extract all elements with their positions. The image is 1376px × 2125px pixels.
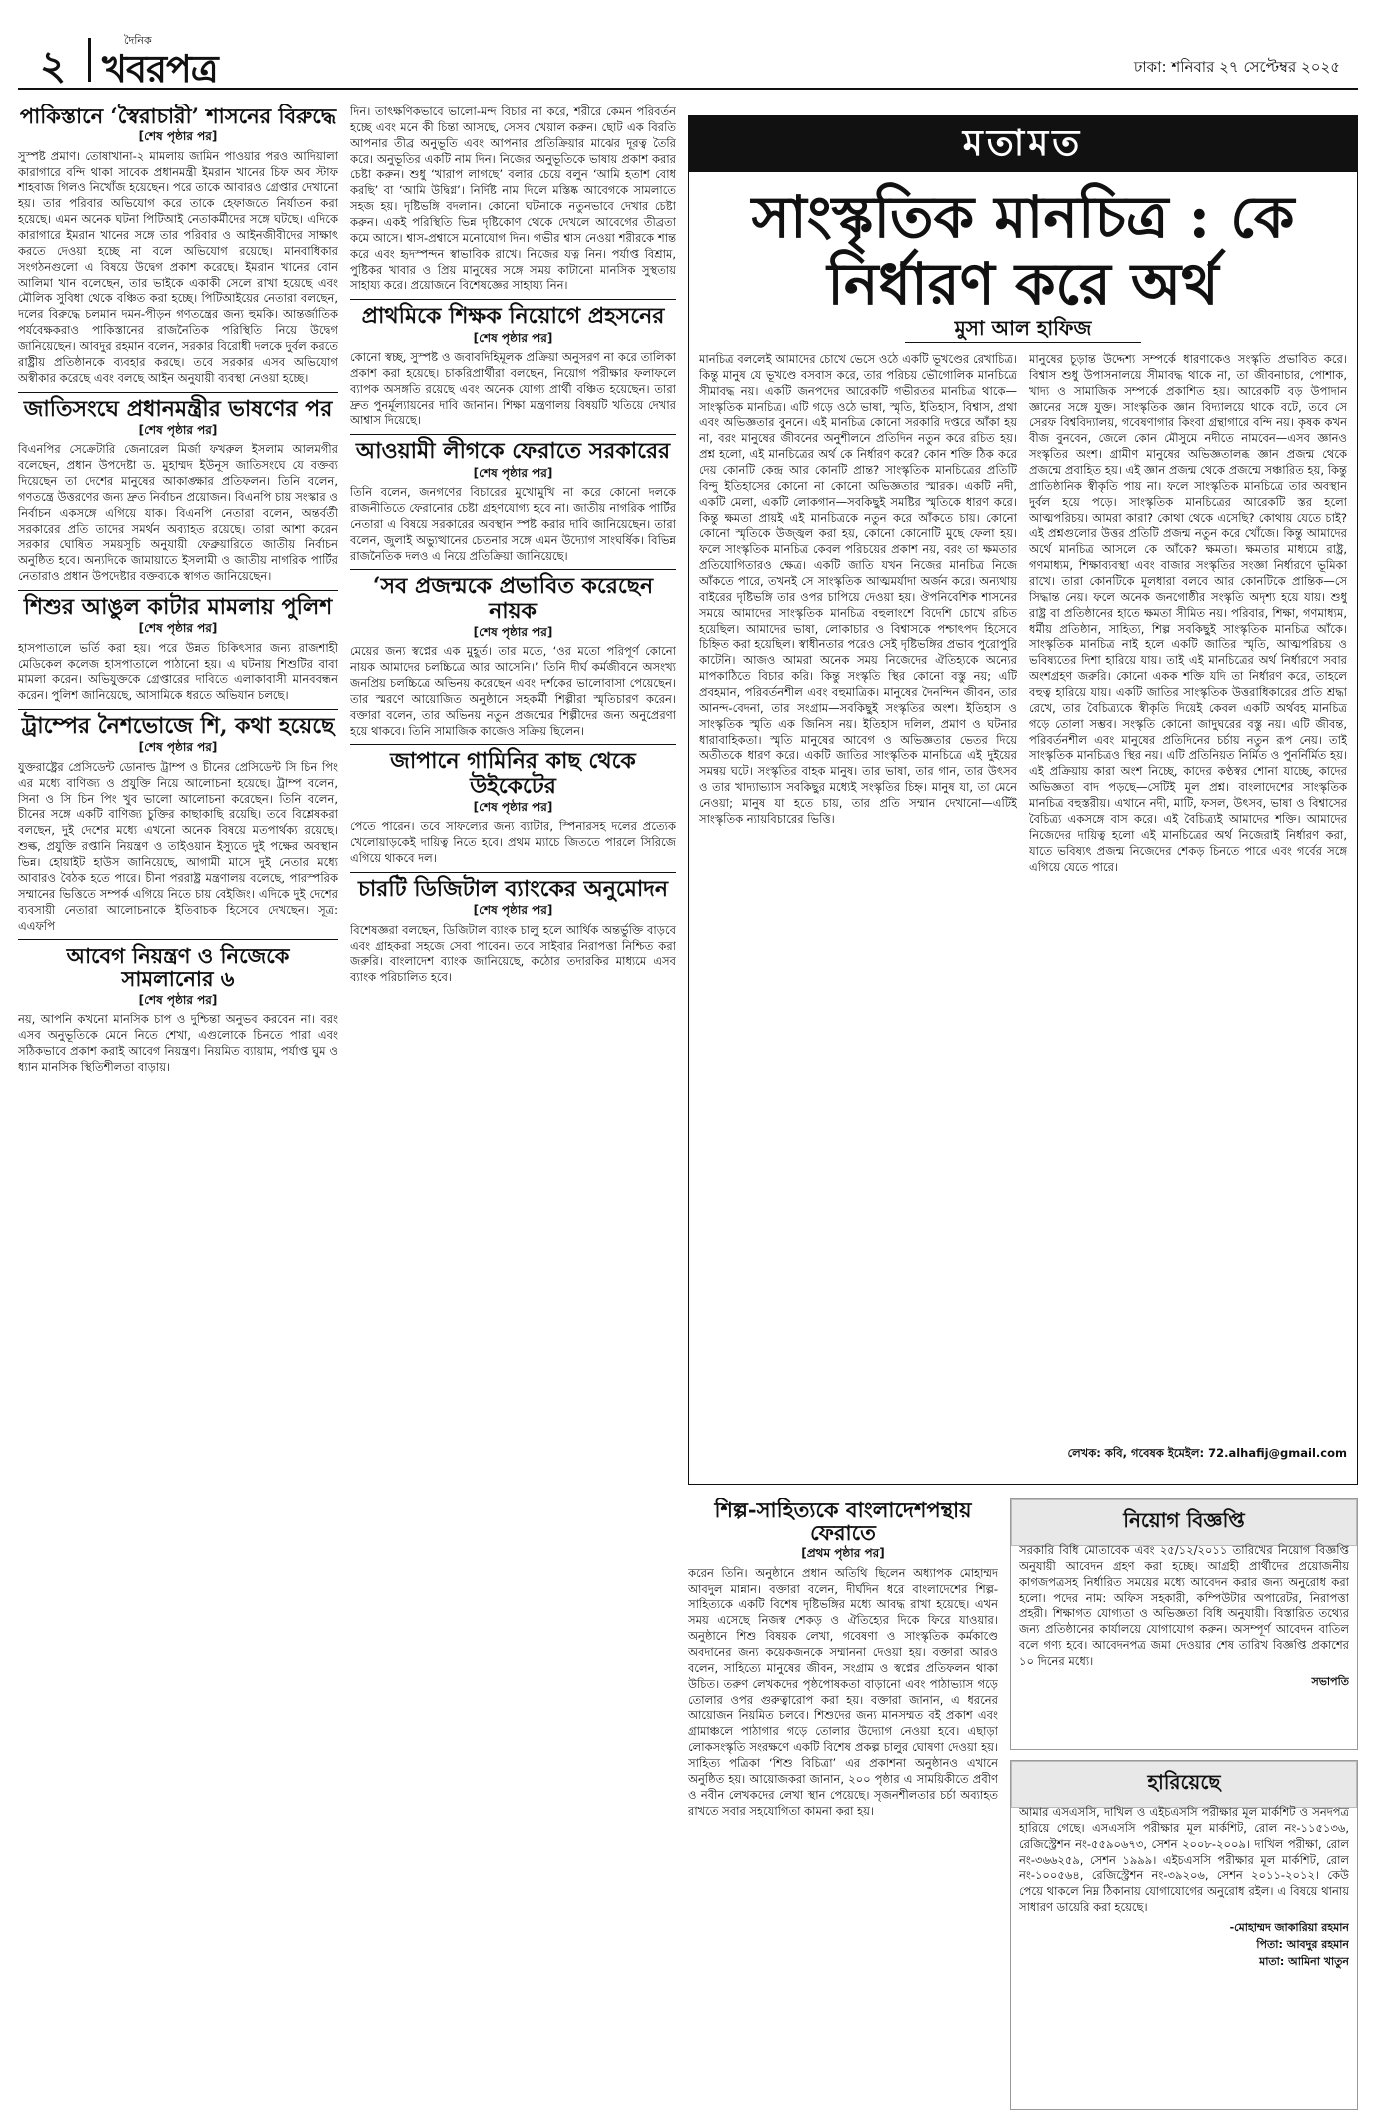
masthead (18, 30, 1358, 90)
opinion-author: মুসা আল হাফিজ (954, 316, 1092, 340)
column-left (18, 104, 338, 2104)
opinion-banner-label: মতামত (962, 123, 1084, 164)
opinion-column-a (699, 352, 1017, 1434)
continuation-label: [শেষ পৃষ্ঠার পর] (473, 799, 553, 814)
notice-signature: সভাপতি (1311, 1674, 1349, 1688)
opinion-column-b (1029, 352, 1347, 1434)
continuation-label: [শেষ পৃষ্ঠার পর] (473, 330, 553, 345)
divider (350, 744, 676, 745)
column-lower-right-article (688, 1498, 998, 2108)
continuation-label: [শেষ পৃষ্ঠার পর] (473, 624, 553, 639)
article-body: যুক্তরাষ্ট্রের প্রেসিডেন্ট ডোনাল্ড ট্রাম্প ও চীনের প্রেসিডেন্ট সি চিন পিং এর মধ্যে বাণিজ্য ও প্রযুক্তি নিয়ে আলোচনা হয়েছে। ট্রাম্প বলেন, সিনা ও সি চিন পিং খুব ভালো আলোচনা করেছেন। তিনি বলেন, চীনের সঙ্গে একটি বাণিজ্য চুক্তির কাছাকাছি রয়েছি। তবে বিশ্লেষকরা বলছেন, দুই দেশের মধ্যে এখনো অনেক বিষয়ে মতপার্থক্য রয়েছে। শুল্ক, প্রযুক্তি রপ্তানি নিয়ন্ত্রণ ও তাইওয়ান ইস্যুতে দুই পক্ষের অবস্থান ভিন্ন। হোয়াইট হাউস জানিয়েছে, আগামী মাসে দুই নেতার মধ্যে আবারও বৈঠক হতে পারে। চীনা পররাষ্ট্র মন্ত্রণালয় বলেছে, পারস্পরিক সম্মানের ভিত্তিতে সম্পর্ক এগিয়ে নিতে চায় বেইজিং। এদিকে দুই দেশের ব্যবসায়ী নেতারা আলোচনাকে ইতিবাচক হিসেবে দেখছেন। সূত্র: এএফপি (18, 759, 338, 933)
lost-body: আমার এসএসসি, দাখিল ও এইচএসসি পরীক্ষার মূল মার্কশিট ও সনদপত্র হারিয়ে গেছে। এসএসসি পরীক্ষার মূল মার্কশিট, রোল নং-১১৫১৩৬, রেজিস্ট্রেশন নং-৫৫৯০৬৭৩, সেশন ২০০৮-২০০৯। দাখিল পরীক্ষা, রোল নং-৩৬৬২৫৯, সেশন ১৯৯৯। এইচএসসি পরীক্ষার মূল মার্কশিট, রোল নং-১০০৫৬৪, রেজিস্ট্রেশন নং-৩৯২০৬, সেশন ২০১১-২০১২। কেউ পেয়ে থাকলে নিম্ন ঠিকানায় যোগাযোগের অনুরোধ রইল। এ বিষয়ে থানায় সাধারণ ডায়েরি করা হয়েছে। (1019, 1805, 1349, 1915)
article-body: সুস্পষ্ট প্রমাণ। তোষাখানা-২ মামলায় জামিন পাওয়ার পরও আদিয়ালা কারাগারে বন্দি থাকা সাবেক প্রধানমন্ত্রী ইমরান খানের চিফ অব স্টাফ শাহবাজ গিলও নিখোঁজ হয়েছেন। পরে তাকে আবারও গ্রেপ্তার দেখানো হয়। তার পরিবার অভিযোগ করে তাকে হেফাজতে নির্যাতন করা হয়েছে। এমন অনেক ঘটনা পিটিআই নেতাকর্মীদের সঙ্গে ঘটছে। এদিকে কারাগারে ইমরান খানের সঙ্গে তার পরিবার ও আইনজীবীদের সাক্ষাৎ করতে দেওয়া হচ্ছে না বলে অভিযোগ রয়েছে। মানবাধিকার সংগঠনগুলো এ বিষয়ে উদ্বেগ প্রকাশ করেছে। ইমরান খানের বোন আলিমা খান বলেছেন, তার ভাইকে একাকী সেলে রাখা হয়েছে এবং মৌলিক সুবিধা থেকে বঞ্চিত করা হচ্ছে। পিটিআইয়ের নেতারা বলছেন, দলের বিরুদ্ধে চলমান দমন-পীড়ন গণতন্ত্রের জন্য হুমকি। আন্তর্জাতিক পর্যবেক্ষকরাও পাকিস্তানের রাজনৈতিক পরিস্থিতি নিয়ে উদ্বেগ জানিয়েছেন। আবদুর রহমান বলেন, সরকার বিরোধী দলকে দুর্বল করতে রাষ্ট্রীয় প্রতিষ্ঠানকে ব্যবহার করছে। তবে সরকার এসব অভিযোগ অস্বীকার করেছে এবং বলছে আইন অনুযায়ী ব্যবস্থা নেওয়া হচ্ছে। (18, 148, 338, 385)
divider (18, 392, 338, 393)
article-body: পেতে পারেন। তবে সাফল্যের জন্য ব্যাটার, স্পিনারসহ দলের প্রত্যেক খেলোয়াড়কেই দায়িত্ব নিতে হবে। প্রথম ম্যাচে জিততে পারলে সিরিজে এগিয়ে থাকবে দল। (350, 819, 676, 866)
lost-title: হারিয়েছে (1011, 1761, 1357, 1808)
headline-un-speech: জাতিসংঘে প্রধানমন্ত্রীর ভাষণের পর (23, 395, 333, 422)
continuation-label: [শেষ পৃষ্ঠার পর] (138, 740, 218, 755)
article-body: কোনো স্বচ্ছ, সুস্পষ্ট ও জবাবদিহিমূলক প্রক্রিয়া অনুসরণ না করে তালিকা প্রকাশ করা হয়েছে। চাকরিপ্রার্থীরা বলছেন, নিয়োগ পরীক্ষার ফলাফলে ব্যাপক অসঙ্গতি রয়েছে এবং অনেক যোগ্য প্রার্থী বঞ্চিত হয়েছেন। তারা দ্রুত পুনর্মূল্যায়নের দাবি জানান। শিক্ষা মন্ত্রণালয় বিষয়টি খতিয়ে দেখার আশ্বাস দিয়েছে। (350, 350, 676, 428)
notice-body: সরকারি বিধি মোতাবেক এবং ২৫/১২/২০১১ তারিখের নিয়োগ বিজ্ঞপ্তি অনুযায়ী আবেদন গ্রহণ করা হচ্ছে। আগ্রহী প্রার্থীদের প্রয়োজনীয় কাগজপত্রসহ নির্ধারিত সময়ের মধ্যে আবেদন করার জন্য অনুরোধ করা হলো। পদের নাম: অফিস সহকারী, কম্পিউটার অপারেটর, নিরাপত্তা প্রহরী। শিক্ষাগত যোগ্যতা ও অভিজ্ঞতা বিধি অনুযায়ী। বিস্তারিত তথ্যের জন্য প্রতিষ্ঠানের কার্যালয়ে যোগাযোগ করুন। অসম্পূর্ণ আবেদন বাতিল বলে গণ্য হবে। আবেদনপত্র জমা দেওয়ার শেষ তারিখ বিজ্ঞপ্তি প্রকাশের ১০ দিনের মধ্যে। (1019, 1543, 1349, 1669)
continuation-label: [শেষ পৃষ্ঠার পর] (138, 129, 218, 144)
author-underline (905, 342, 1141, 343)
continuation-label: [শেষ পৃষ্ঠার পর] (138, 992, 218, 1007)
headline-pakistan: পাকিস্তানে ‘স্বৈরাচারী’ শাসনের বিরুদ্ধে (19, 104, 337, 128)
opinion-banner (689, 116, 1357, 172)
continuation-label: [শেষ পৃষ্ঠার পর] (138, 621, 218, 636)
article-body: দিন। তাৎক্ষণিকভাবে ভালো-মন্দ বিচার না করে, শরীরে কেমন পরিবর্তন হচ্ছে এবং মনে কী চিন্তা আসছে, সেসব খেয়াল করুন। ছোট এক বিরতি আপনার তীব্র অনুভূতি এবং আপনার প্রতিক্রিয়ার মাঝের দূরত্ব তৈরি করে। অনুভূতির একটি নাম দিন। নিজের অনুভূতিকে ভাষায় প্রকাশ করার চেষ্টা করুন। শুধু ‘খারাপ লাগছে’ বলার চেয়ে বলুন ‘আমি হতাশ বোধ করছি’ বা ‘আমি উদ্বিগ্ন’। নির্দিষ্ট নাম দিলে মস্তিষ্ক আবেগকে সামলাতে সহজ হয়। দৃষ্টিভঙ্গি বদলান। কোনো ঘটনাকে নতুনভাবে দেখার চেষ্টা করুন। একই পরিস্থিতি ভিন্ন দৃষ্টিকোণ থেকে দেখলে আবেগের তীব্রতা কমে আসে। শ্বাস-প্রশ্বাসে মনোযোগ দিন। গভীর শ্বাস নেওয়া শরীরকে শান্ত করে এবং হৃদস্পন্দন স্বাভাবিক রাখে। নিজের যত্ন নিন। পর্যাপ্ত বিশ্রাম, পুষ্টিকর খাবার ও প্রিয় মানুষের সঙ্গে সময় কাটানো মানসিক সুস্থতায় সাহায্য করে। প্রয়োজনে বিশেষজ্ঞের সাহায্য নিন। (350, 104, 676, 293)
lost-signature-name: -মোহাম্মদ জাকারিয়া রহমান (1229, 1921, 1349, 1935)
headline-hero: ‘সব প্রজন্মকে প্রভাবিত করেছেন নায়ক (372, 573, 654, 624)
headline-child-finger: শিশুর আঙুল কাটার মামলায় পুলিশ (23, 594, 333, 620)
headline-japan-cricket: জাপানে গামিনির কাছ থেকে উইকেটের (390, 748, 636, 799)
opinion-credit: লেখক: কবি, গবেষক ইমেইল: 72.alhafij@gmail.com (1067, 1446, 1347, 1460)
divider (350, 872, 676, 873)
masthead-divider (88, 38, 91, 82)
divider (350, 434, 676, 435)
divider (18, 590, 338, 591)
headline-arts-literature: শিল্প-সাহিত্যকে বাংলাদেশপন্থায় ফেরাতে (714, 1498, 972, 1546)
headline-emotion-control: আবেগ নিয়ন্ত্রণ ও নিজেকে সামলানোর ৬ (66, 943, 290, 992)
opinion-body: মানচিত্র বললেই আমাদের চোখে ভেসে ওঠে একটি ভূখণ্ডের রেখাচিত্র। কিন্তু মানুষ যে ভূখণ্ডে বসবাস করে, তার পরিচয় ভৌগোলিক মানচিত্রে সীমাবদ্ধ নয়। একটি জনপদের আরেকটি গভীরতর মানচিত্র থাকে—সাংস্কৃতিক মানচিত্র। এটি গড়ে ওঠে ভাষা, স্মৃতি, ইতিহাস, বিশ্বাস, প্রথা এবং অভিজ্ঞতার বুননে। এই মানচিত্র কোনো সরকারি দপ্তরে আঁকা হয় না, বরং মানুষের জীবনের অনুশীলনে প্রতিদিন নতুন করে রচিত হয়। প্রশ্ন হলো, এই মানচিত্রের অর্থ কে নির্ধারণ করে? কোন শক্তি ঠিক করে দেয় কোনটি কেন্দ্র আর কোনটি প্রান্ত? সাংস্কৃতিক মানচিত্রের প্রতিটি বিন্দু ইতিহাসের কোনো না কোনো অভিজ্ঞতার স্মারক। একটি নদী, একটি মেলা, একটি লোকগান—সবকিছুই সমষ্টির স্মৃতিকে ধারণ করে। কিন্তু ক্ষমতা প্রায়ই এই মানচিত্রকে নতুন করে আঁকতে চায়। কোনো কোনো স্মৃতিকে উজ্জ্বল করা হয়, কোনো কোনোটি মুছে ফেলা হয়। ফলে সাংস্কৃতিক মানচিত্র কেবল পরিচয়ের প্রকাশ নয়, বরং তা ক্ষমতার প্রতিযোগিতারও ক্ষেত্র। একটি জাতি যখন নিজের মানচিত্র নিজে আঁকতে পারে, তখনই সে সাংস্কৃতিক আত্মমর্যাদা অর্জন করে। অন্যথায় বাইরের দৃষ্টিভঙ্গি তার ওপর চাপিয়ে দেওয়া হয়। ঔপনিবেশিক শাসনের সময়ে আমাদের সাংস্কৃতিক মানচিত্র বহুলাংশে বিদেশি চোখে রচিত হয়েছিল। আমাদের ভাষা, লোকাচার ও বিশ্বাসকে পশ্চাৎপদ হিসেবে চিহ্নিত করা হয়েছিল। স্বাধীনতার পরেও সেই দৃষ্টিভঙ্গির প্রভাব পুরোপুরি কাটেনি। আজও আমরা অনেক সময় নিজেদের ঐতিহ্যকে অন্যের মাপকাঠিতে বিচার করি। কিন্তু সংস্কৃতি স্থির কোনো বস্তু নয়; এটি প্রবহমান, পরিবর্তনশীল এবং বহুমাত্রিক। মানুষের দৈনন্দিন জীবন, তার আনন্দ-বেদনা, তার সংগ্রাম—সবকিছুই সংস্কৃতির অংশ। ইতিহাস ও সাংস্কৃতিক স্মৃতি এক জিনিস নয়। ইতিহাস দলিল, প্রমাণ ও ঘটনার ধারাবাহিকতা। স্মৃতি মানুষের আবেগ ও অভিজ্ঞতার ভেতর দিয়ে অতীতকে ধারণ করে। একটি জাতির সাংস্কৃতিক মানচিত্রে এই দুইয়ের সমন্বয় ঘটে। সংস্কৃতির বাহক মানুষ। তার ভাষা, তার গান, তার উৎসব ও তার খাদ্যাভ্যাস সবকিছুর মধ্যেই সংস্কৃতির চিহ্ন। মানুষ যা, তা মেনে নেওয়া; মানুষ যা হতে চায়, তার প্রতি সম্মান দেখানো—এটিই সাংস্কৃতিক ন্যায়বিচারের ভিত্তি। (699, 352, 1017, 826)
lost-signature-mother: মাতা: আমিনা খাতুন (1259, 1955, 1349, 1969)
divider (18, 939, 338, 940)
opinion-body: মানুষের চূড়ান্ত উদ্দেশ্য সম্পর্কে ধারণাকেও সংস্কৃতি প্রভাবিত করে। বিশ্বাস শুধু উপাসনালয়ে সীমাবদ্ধ থাকে না, তা জীবনাচার, পোশাক, খাদ্য ও সামাজিক সম্পর্কে প্রকাশিত হয়। আরেকটি বড় উপাদান জ্ঞানের সঙ্গে যুক্ত। সাংস্কৃতিক জ্ঞান বিদ্যালয়ে থাকে বটে, তবে সে সেরফ বিশ্ববিদ্যালয়, গবেষণাগার কিংবা গ্রন্থাগারে বন্দি নয়। কৃষক কখন বীজ বুনবেন, জেলে কোন মৌসুমে নদীতে নামবেন—এসব জ্ঞানও সংস্কৃতির অংশ। গ্রামীণ মানুষের অভিজ্ঞতালব্ধ জ্ঞান প্রজন্ম থেকে প্রজন্মে প্রবাহিত হয়। এই জ্ঞান প্রজন্ম থেকে প্রজন্মে সঞ্চারিত হয়, কিন্তু প্রাতিষ্ঠানিক স্বীকৃতি পায় না। ফলে সাংস্কৃতিক মানচিত্রে তার অবস্থান দুর্বল হয়ে পড়ে। সাংস্কৃতিক মানচিত্রের আরেকটি স্তর হলো আত্মপরিচয়। আমরা কারা? কোথা থেকে এসেছি? কোথায় যেতে চাই? এই প্রশ্নগুলোর উত্তর প্রতিটি প্রজন্ম নতুন করে খোঁজে। কিন্তু আমাদের অর্থে মানচিত্র আসলে কে আঁকে? ক্ষমতা। ক্ষমতার মাধ্যমে রাষ্ট্র, গণমাধ্যম, শিক্ষাব্যবস্থা এবং বাজার সংস্কৃতির সংজ্ঞা নির্ধারণে ভূমিকা রাখে। তারা কোনটিকে মূলধারা বলবে আর কোনটিকে প্রান্তিক—সে সিদ্ধান্ত নেয়। ফলে অনেক জনগোষ্ঠীর সংস্কৃতি অদৃশ্য হয়ে যায়। শুধু রাষ্ট্র বা প্রতিষ্ঠানের হাতে ক্ষমতা সীমিত নয়। পরিবার, শিক্ষা, গণমাধ্যম, ধর্মীয় প্রতিষ্ঠান, সাহিত্য, শিল্প সবকিছুই সাংস্কৃতিক মানচিত্র আঁকে। সাংস্কৃতিক মানচিত্র নাই হলে একটি জাতির স্মৃতি, আত্মপরিচয় ও ভবিষ্যতের দিশা হারিয়ে যায়। তাই এই মানচিত্রের অর্থ নির্ধারণে সবার অংশগ্রহণ জরুরি। কোনো একক শক্তি যদি তা নির্ধারণ করে, তাহলে বহুত্ব হারিয়ে যায়। একটি জাতির সাংস্কৃতিক উত্তরাধিকারের প্রতি শ্রদ্ধা রেখে, তার বৈচিত্র্যকে স্বীকৃতি দিয়েই কেবল একটি অর্থবহ মানচিত্র গড়ে তোলা সম্ভব। সংস্কৃতি কোনো জাদুঘরের বস্তু নয়। এটি জীবন্ত, পরিবর্তনশীল এবং মানুষের প্রতিদিনের চর্চায় নতুন রূপ নেয়। তাই সাংস্কৃতিক মানচিত্রও স্থির নয়। এটি প্রতিনিয়ত নির্মিত ও পুনর্নির্মিত হয়। এই প্রক্রিয়ায় কারা অংশ নিচ্ছে, কাদের কণ্ঠস্বর শোনা যাচ্ছে, কাদের অভিজ্ঞতা বাদ পড়ছে—সেটিই মূল প্রশ্ন। বাংলাদেশের সাংস্কৃতিক মানচিত্র বহুস্তরীয়। এখানে নদী, মাটি, ফসল, উৎসব, ভাষা ও বিশ্বাসের বৈচিত্র্য একসঙ্গে বাস করে। এই বৈচিত্র্যই আমাদের শক্তি। আমাদের নিজেদের দায়িত্ব হলো এই মানচিত্রের অর্থ নিজেরাই নির্ধারণ করা, যাতে ভবিষ্যৎ প্রজন্ম নিজেদের শেকড় চিনতে পারে এবং গর্বের সঙ্গে এগিয়ে যেতে পারে। (1029, 352, 1347, 874)
continuation-label: [শেষ পৃষ্ঠার পর] (473, 903, 553, 918)
article-body: বিশেষজ্ঞরা বলছেন, ডিজিটাল ব্যাংক চালু হলে আর্থিক অন্তর্ভুক্তি বাড়বে এবং গ্রাহকরা সহজে সেবা পাবেন। তবে সাইবার নিরাপত্তা নিশ্চিত করা জরুরি। বাংলাদেশ ব্যাংক জানিয়েছে, কঠোর তদারকির মাধ্যমে এসব ব্যাংক পরিচালিত হবে। (350, 922, 676, 985)
article-body: বিএনপির সেক্রেটারি জেনারেল মির্জা ফখরুল ইসলাম আলমগীর বলেছেন, প্রধান উপদেষ্টা ড. মুহাম্মদ ইউনূস জাতিসংঘে যে বক্তব্য দিয়েছেন তা দেশের মানুষের আকাঙ্ক্ষার প্রতিফলন। তিনি বলেন, গণতন্ত্রে উত্তরণের জন্য দ্রুত নির্বাচন প্রয়োজন। বিএনপি চায় সংস্কার ও নির্বাচন একসঙ্গে এগিয়ে যাক। বিএনপি নেতারা বলেন, অন্তর্বর্তী সরকারের প্রতি তাদের সমর্থন অব্যাহত রয়েছে। তারা আশা করেন সরকার ঘোষিত সময়সূচি অনুযায়ী ফেব্রুয়ারিতে জাতীয় নির্বাচন অনুষ্ঠিত হবে। অন্যদিকে জামায়াতে ইসলামী ও জাতীয় নাগরিক পার্টির নেতারাও প্রধান উপদেষ্টার বক্তব্যকে স্বাগত জানিয়েছেন। (18, 442, 338, 584)
lost-notice (1010, 1760, 1358, 2110)
divider (18, 709, 338, 710)
headline-trump-dinner: ট্রাম্পের নৈশভোজে শি, কথা হয়েছে (21, 713, 335, 740)
recruitment-notice (1010, 1498, 1358, 1750)
opinion-headline: সাংস্কৃতিক মানচিত্র : কে নির্ধারণ করে অর্থ (751, 183, 1295, 318)
logo-text: খবরপত্র (102, 47, 218, 91)
page-number: ২ (40, 42, 67, 89)
notice-body-container (1019, 1543, 1349, 1743)
article-body: করেন তিনি। অনুষ্ঠানে প্রধান অতিথি ছিলেন অধ্যাপক মোহাম্মদ আবদুল মান্নান। বক্তারা বলেন, দীর্ঘদিন ধরে বাংলাদেশের শিল্প-সাহিত্যকে একটি বিশেষ দৃষ্টিভঙ্গির মধ্যে আবদ্ধ রাখা হয়েছে। এখন সময় এসেছে নিজস্ব শেকড় ও ঐতিহ্যের দিকে ফিরে যাওয়ার। অনুষ্ঠানে শিশু বিষয়ক লেখা, গবেষণা ও সাংস্কৃতিক কর্মকাণ্ডে অবদানের জন্য কয়েকজনকে সম্মাননা দেওয়া হয়। বক্তারা আরও বলেন, সাহিত্যে মানুষের জীবন, সংগ্রাম ও স্বপ্নের প্রতিফলন থাকা উচিত। তরুণ লেখকদের পৃষ্ঠপোষকতা বাড়ানো এবং পাঠাভ্যাস গড়ে তোলার ওপর গুরুত্বারোপ করা হয়। বক্তারা জানান, এ ধরনের আয়োজন নিয়মিত চলবে। শিশুদের জন্য মানসম্মত বই প্রকাশ এবং গ্রামাঞ্চলে পাঠাগার গড়ে তোলার উদ্যোগ নেওয়া হবে। এছাড়া লোকসংস্কৃতি সংরক্ষণে একটি বিশেষ প্রকল্প চালুর ঘোষণা দেওয়া হয়। সাহিত্য পত্রিকা ‘শিশু বিচিত্রা’ এর প্রকাশনা অনুষ্ঠানও এখানে অনুষ্ঠিত হয়। আয়োজকরা জানান, ২০০ পৃষ্ঠার এ সাময়িকীতে প্রবীণ ও নবীন লেখকদের লেখা স্থান পেয়েছে। সৃজনশীলতার চর্চা অব্যাহত রাখতে সবার সহযোগিতা কামনা করা হয়। (688, 1565, 998, 1818)
article-body: তিনি বলেন, জনগণের বিচারের মুখোমুখি না করে কোনো দলকে রাজনীতিতে ফেরানোর চেষ্টা গ্রহণযোগ্য হবে না। জাতীয় নাগরিক পার্টির নেতারা এ বিষয়ে সরকারের অবস্থান স্পষ্ট করার দাবি জানিয়েছেন। তারা বলেন, জুলাই অভ্যুত্থানের চেতনার সঙ্গে এমন উদ্যোগ সাংঘর্ষিক। বিভিন্ন রাজনৈতিক দলও এ নিয়ে প্রতিক্রিয়া জানিয়েছে। (350, 485, 676, 563)
continuation-label: [শেষ পৃষ্ঠার পর] (138, 422, 218, 437)
logo-small-text: দৈনিক (124, 34, 152, 47)
divider (350, 299, 676, 300)
lost-body-container (1019, 1805, 1349, 2103)
article-body: হাসপাতালে ভর্তি করা হয়। পরে উন্নত চিকিৎসার জন্য রাজশাহী মেডিকেল কলেজ হাসপাতালে পাঠানো হয়। এ ঘটনায় শিশুটির বাবা মামলা করেন। অভিযুক্তকে গ্রেপ্তারের দাবিতে এলাকাবাসী মানববন্ধন করেন। পুলিশ জানিয়েছে, আসামিকে ধরতে অভিযান চলছে। (18, 640, 338, 703)
continuation-label: [শেষ পৃষ্ঠার পর] (473, 465, 553, 480)
notice-title: নিয়োগ বিজ্ঞপ্তি (1011, 1499, 1357, 1546)
headline-digital-bank: চারটি ডিজিটাল ব্যাংকের অনুমোদন (358, 875, 668, 902)
headline-teacher-recruitment: প্রাথমিকে শিক্ষক নিয়োগে প্রহসনের (361, 303, 665, 330)
lost-signature-father: পিতা: আবদুর রহমান (1256, 1938, 1349, 1952)
divider (350, 569, 676, 570)
article-body: মেয়ের জন্য স্বপ্নের এক মুহূর্ত। তার মতে, ‘ওর মতো পরিপূর্ণ কোনো নায়ক আমাদের চলচ্চিত্রে আর আসেনি।’ তিনি দীর্ঘ কর্মজীবনে অসংখ্য জনপ্রিয় চলচ্চিত্রে অভিনয় করেছেন এবং দর্শকের ভালোবাসা পেয়েছেন। তার স্মরণে আয়োজিত অনুষ্ঠানে সহকর্মী শিল্পীরা স্মৃতিচারণ করেন। বক্তারা বলেন, তার অভিনয় নতুন প্রজন্মের শিল্পীদের জন্য অনুপ্রেরণা হয়ে থাকবে। তিনি সামাজিক কাজেও সক্রিয় ছিলেন। (350, 644, 676, 738)
article-body: নয়, আপনি কখনো মানসিক চাপ ও দুশ্চিন্তা অনুভব করবেন না। বরং এসব অনুভূতিকে মেনে নিতে শেখা, এগুলোকে চিনতে পারা এবং সঠিকভাবে প্রকাশ করাই আবেগ নিয়ন্ত্রণ। নিয়মিত ব্যায়াম, পর্যাপ্ত ঘুম ও ধ্যান মানসিক স্থিতিশীলতা বাড়ায়। (18, 1012, 338, 1074)
column-middle (350, 104, 676, 2104)
headline-awami-league: আওয়ামী লীগকে ফেরাতে সরকারের (355, 438, 671, 465)
continuation-label: [প্রথম পৃষ্ঠার পর] (801, 1546, 885, 1561)
dateline: ঢাকা: শনিবার ২৭ সেপ্টেম্বর ২০২৫ (1133, 58, 1340, 76)
opinion-section (688, 115, 1358, 1485)
